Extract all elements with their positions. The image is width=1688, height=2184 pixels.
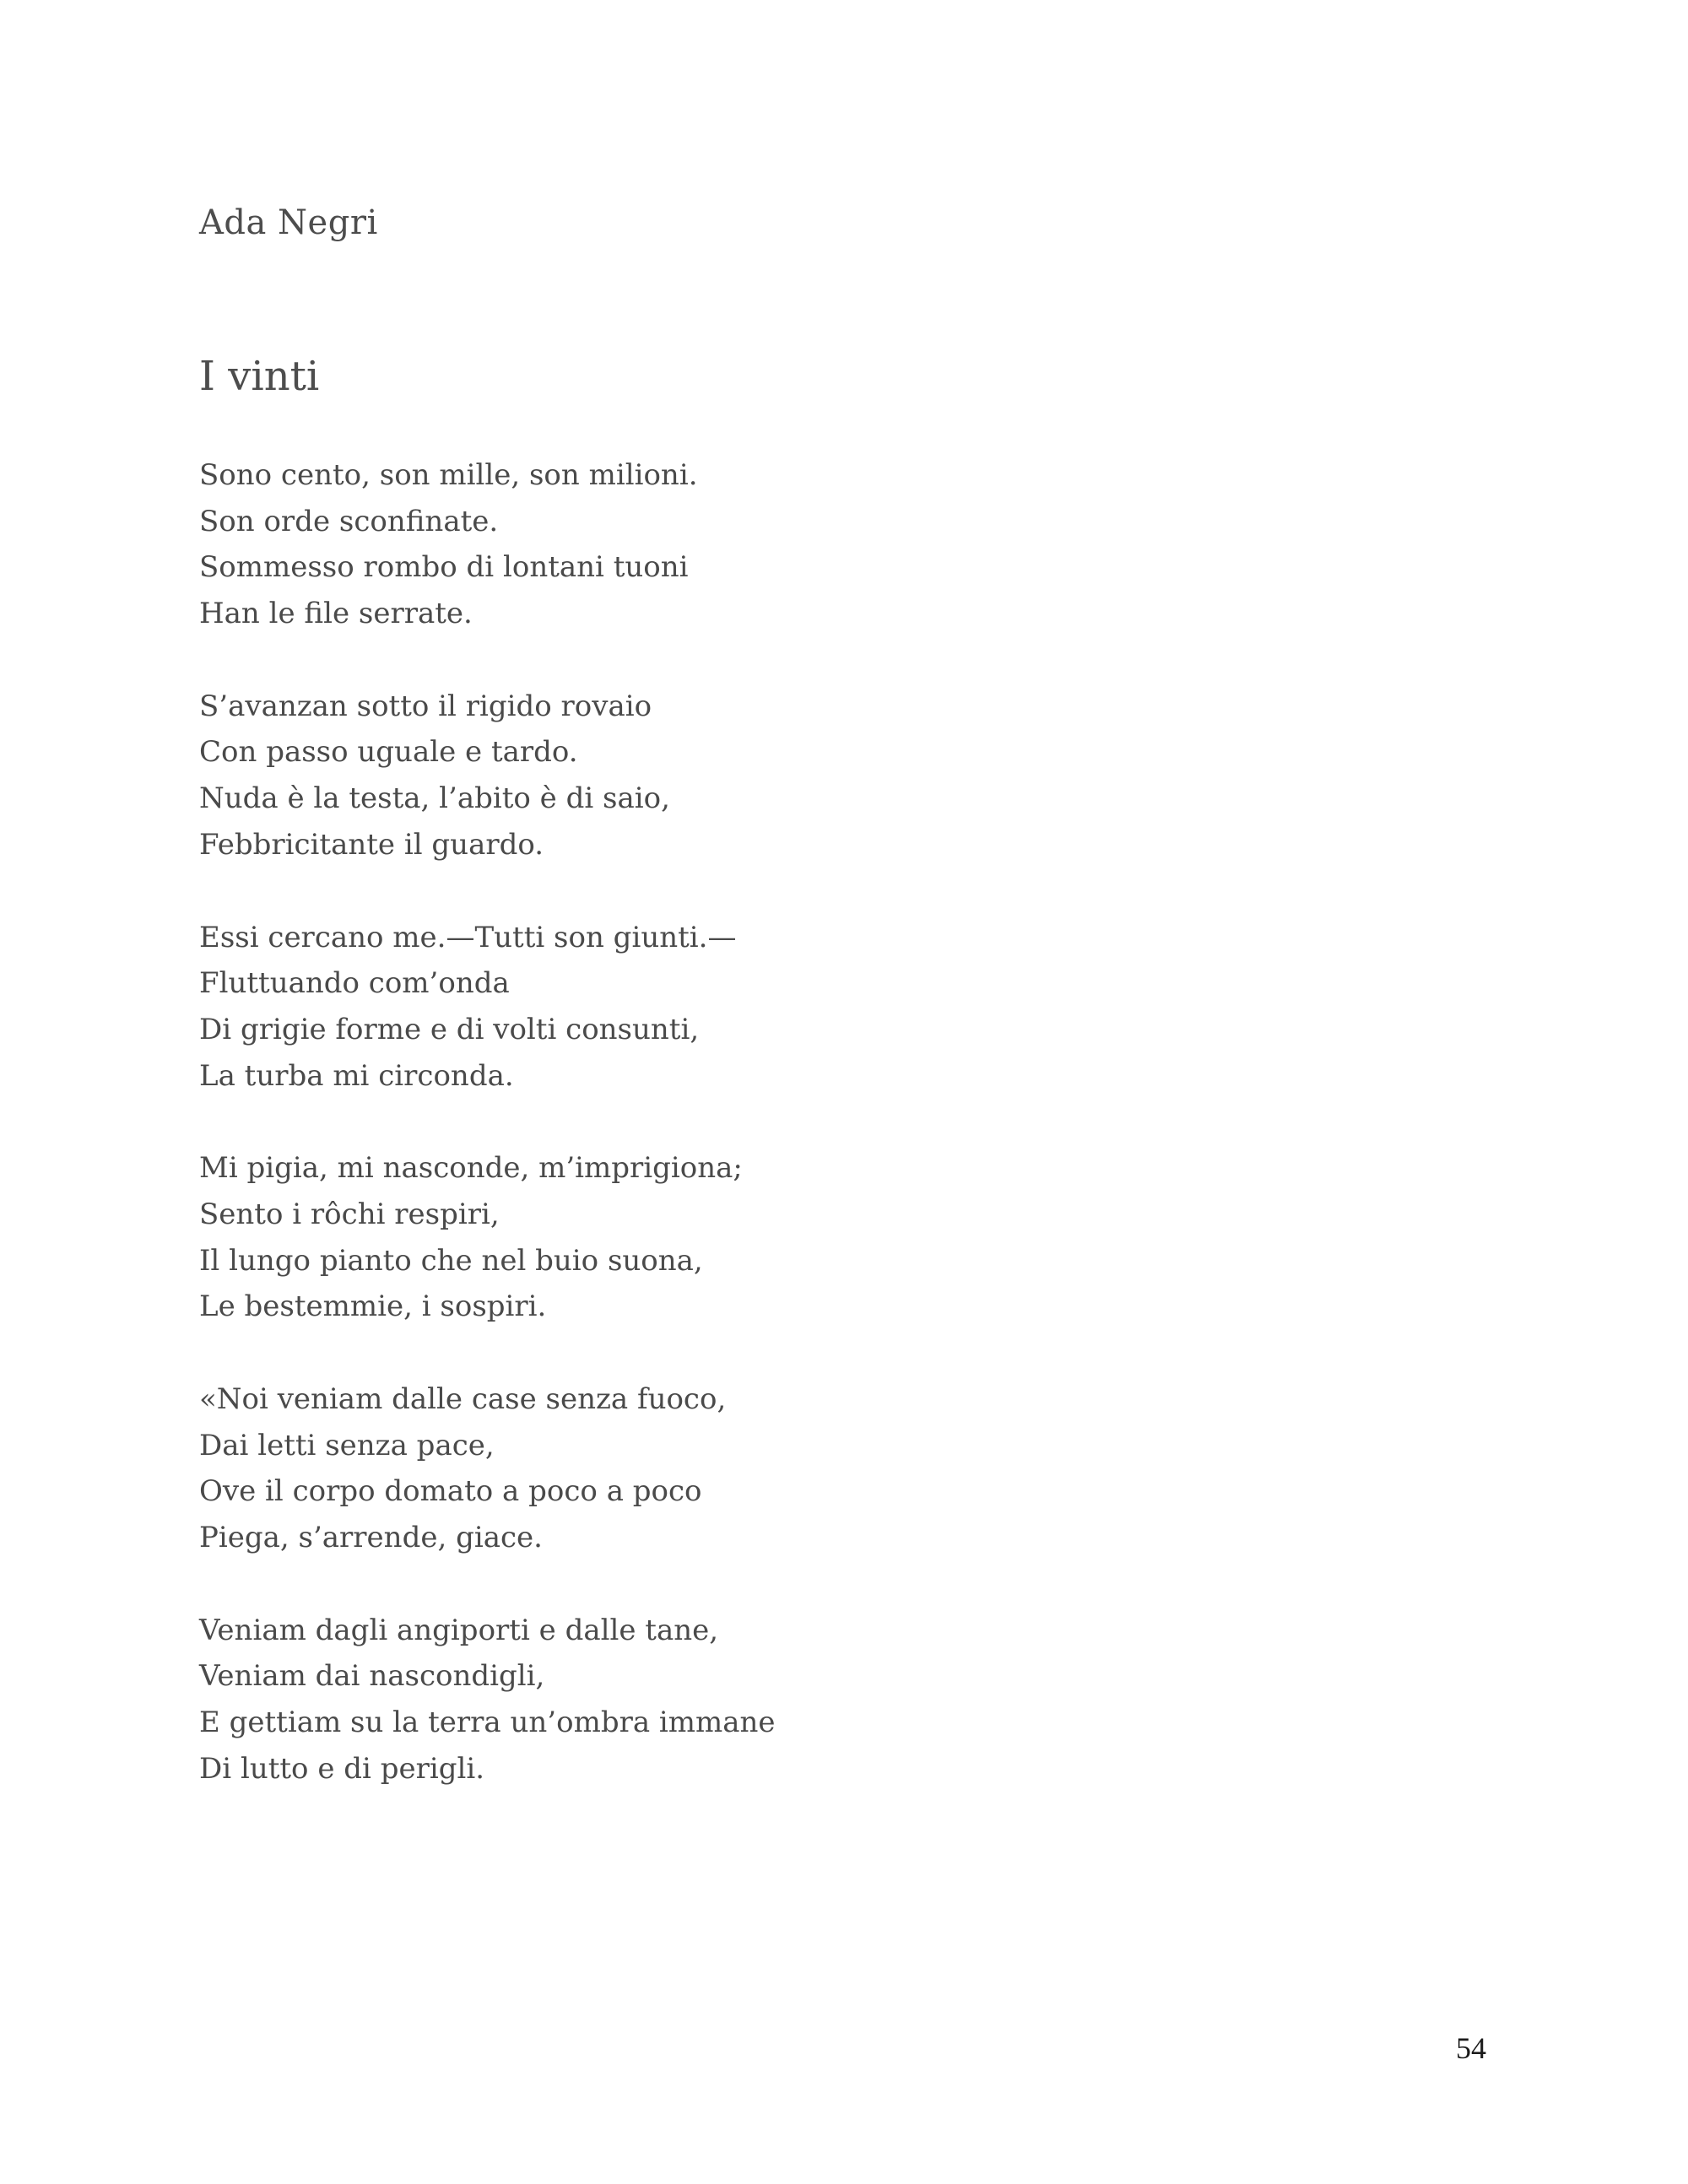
poem-title: I vinti: [199, 353, 320, 400]
page-number: 54: [1456, 2031, 1486, 2065]
verse-line: «Noi veniam dalle case senza fuoco,: [199, 1382, 727, 1416]
verse-line: Con passo uguale e tardo.: [199, 735, 578, 770]
stanza: [199, 1145, 1381, 1330]
stanza: [199, 1376, 1381, 1561]
stanza: [199, 452, 1381, 637]
author-name: Ada Negri: [199, 203, 378, 242]
verse-line: E gettiam su la terra un’ombra immane: [199, 1706, 776, 1740]
verse-line: Essi cercano me.—Tutti son giunti.—: [199, 920, 737, 954]
verse-line: Ove il corpo domato a poco a poco: [199, 1474, 702, 1509]
verse-line: S’avanzan sotto il rigido rovaio: [199, 689, 652, 723]
verse-line: Veniam dai nascondigli,: [199, 1659, 545, 1694]
verse-line: Il lungo pianto che nel buio suona,: [199, 1243, 703, 1278]
verse-line: Veniam dagli angiporti e dalle tane,: [199, 1613, 719, 1647]
verse-line: Han le file serrate.: [199, 597, 473, 631]
verse-line: Sono cento, son mille, son milioni.: [199, 458, 698, 492]
verse-line: Febbricitante il guardo.: [199, 827, 544, 862]
verse-line: Piega, s’arrende, giace.: [199, 1521, 543, 1555]
verse-line: Di lutto e di perigli.: [199, 1751, 485, 1786]
stanza: [199, 1608, 1381, 1792]
verse-line: Fluttuando com’onda: [199, 966, 510, 1001]
stanza: [199, 915, 1381, 1100]
verse-line: Sommesso rombo di lontani tuoni: [199, 550, 689, 585]
poem-body: [199, 452, 1381, 1839]
verse-line: Le bestemmie, i sospiri.: [199, 1289, 547, 1324]
verse-line: La turba mi circonda.: [199, 1058, 514, 1093]
verse-line: Mi pigia, mi nasconde, m’imprigiona;: [199, 1151, 743, 1186]
stanza: [199, 684, 1381, 868]
verse-line: Sento i rôchi respiri,: [199, 1197, 500, 1231]
verse-line: Nuda è la testa, l’abito è di saio,: [199, 781, 670, 816]
verse-line: Dai letti senza pace,: [199, 1428, 495, 1462]
verse-line: Di grigie forme e di volti consunti,: [199, 1012, 700, 1046]
verse-line: Son orde sconfinate.: [199, 504, 499, 538]
